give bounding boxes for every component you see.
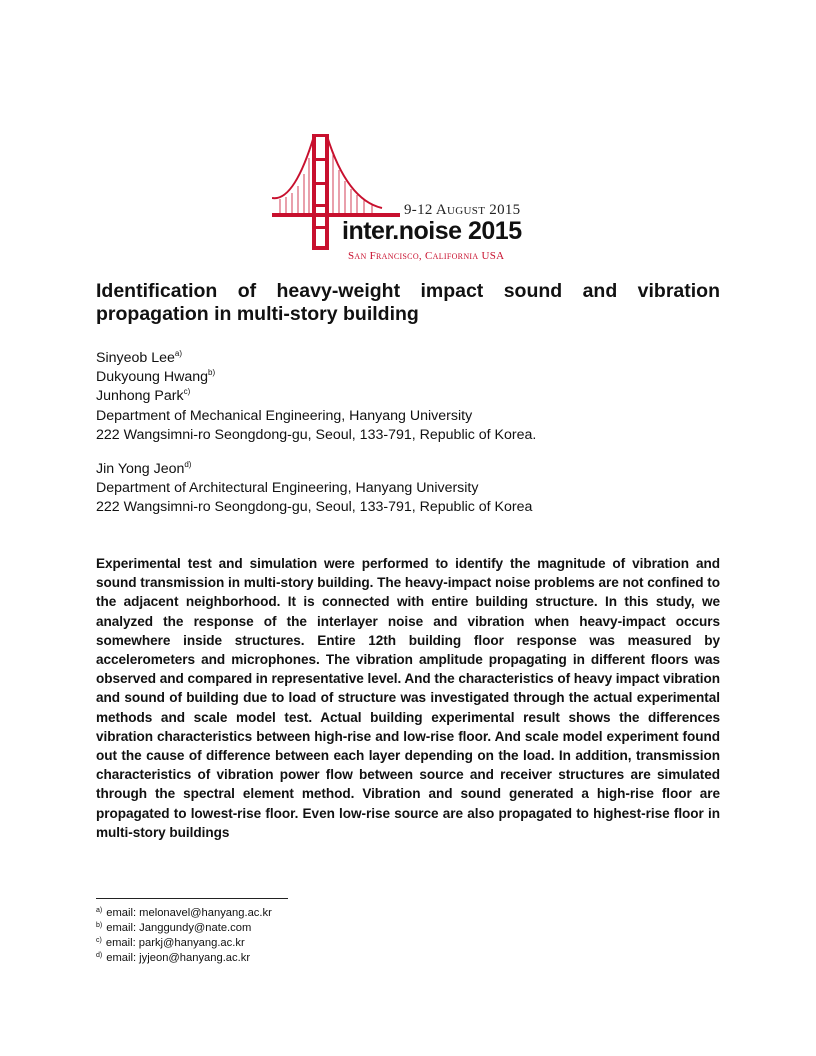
footnote-a: $^{a)}$ email: melonavel@hanyang.ac.kr xyxy=(96,907,272,919)
affiliation-2-department: Department of Architectural Engineering, Hanyang University xyxy=(96,480,479,497)
footnotes xyxy=(96,906,496,966)
title-line-2: propagation in multi-story building xyxy=(96,303,419,325)
conference-logo xyxy=(272,128,552,268)
golden-gate-bridge-icon xyxy=(272,128,412,268)
author-2: Dukyoung Hwang$^{b)}$ xyxy=(96,368,216,386)
abstract: Experimental test and simulation were performed to identify the magnitude of vibration and sound transmission in multi-story building. The heavy-impact noise problems are not confined to the adjacent neighborhood. It is connected with entire building structure. In this study, we analyzed the response of the interlayer noise and vibration when heavy-impact occurs somewhere inside structures. Entire 12th building floor response was measured by accelerometers and microphones. The vibration amplitude propagating in different floors was observed and compared in representative level. And the characteristics of heavy impact vibration and sound of building due to load of structure was investigated through the actual experimental methods and scale model test. Actual building experimental result shows the differences vibration characteristics between high-rise and low-rise floor. And scale model experiment found out the cause of difference between each layer depending on the load. In addition, transmission characteristics of vibration power flow between source and receiver structures are simulated through the spectral element method. Vibration and sound generated a high-rise floor are propagated to lowest-rise floor. Even low-rise source are also propagated to highest-rise floor in multi-story buildings xyxy=(96,556,721,840)
affiliation-2-address: 222 Wangsimni-ro Seongdong-gu, Seoul, 133-791, Republic of Korea xyxy=(96,499,533,516)
affiliation-1-address: 222 Wangsimni-ro Seongdong-gu, Seoul, 133-791, Republic of Korea. xyxy=(96,426,537,443)
affiliation-1-department: Department of Mechanical Engineering, Hanyang University xyxy=(96,407,473,424)
author-3: Junhong Park$^{c)}$ xyxy=(96,387,191,405)
paper-title xyxy=(96,280,720,326)
footnote-divider xyxy=(96,898,288,899)
footnote-d: $^{d)}$ email: jyjeon@hanyang.ac.kr xyxy=(96,952,251,964)
conference-location: San Francisco, California USA xyxy=(348,250,505,262)
author-block xyxy=(96,349,716,518)
title-line-1: Identification of heavy-weight impact sound and vibration xyxy=(96,280,720,302)
footnote-c: $^{c)}$ email: parkj@hanyang.ac.kr xyxy=(96,937,245,949)
footnote-b: $^{b)}$ email: Janggundy@nate.com xyxy=(96,922,252,934)
conference-date: 9-12 August 2015 xyxy=(404,202,521,218)
author-1: Sinyeob Lee$^{a)}$ xyxy=(96,349,183,366)
conference-brand: inter.noise 2015 xyxy=(342,217,522,245)
author-4: Jin Yong Jeon$^{d)}$ xyxy=(96,460,192,478)
